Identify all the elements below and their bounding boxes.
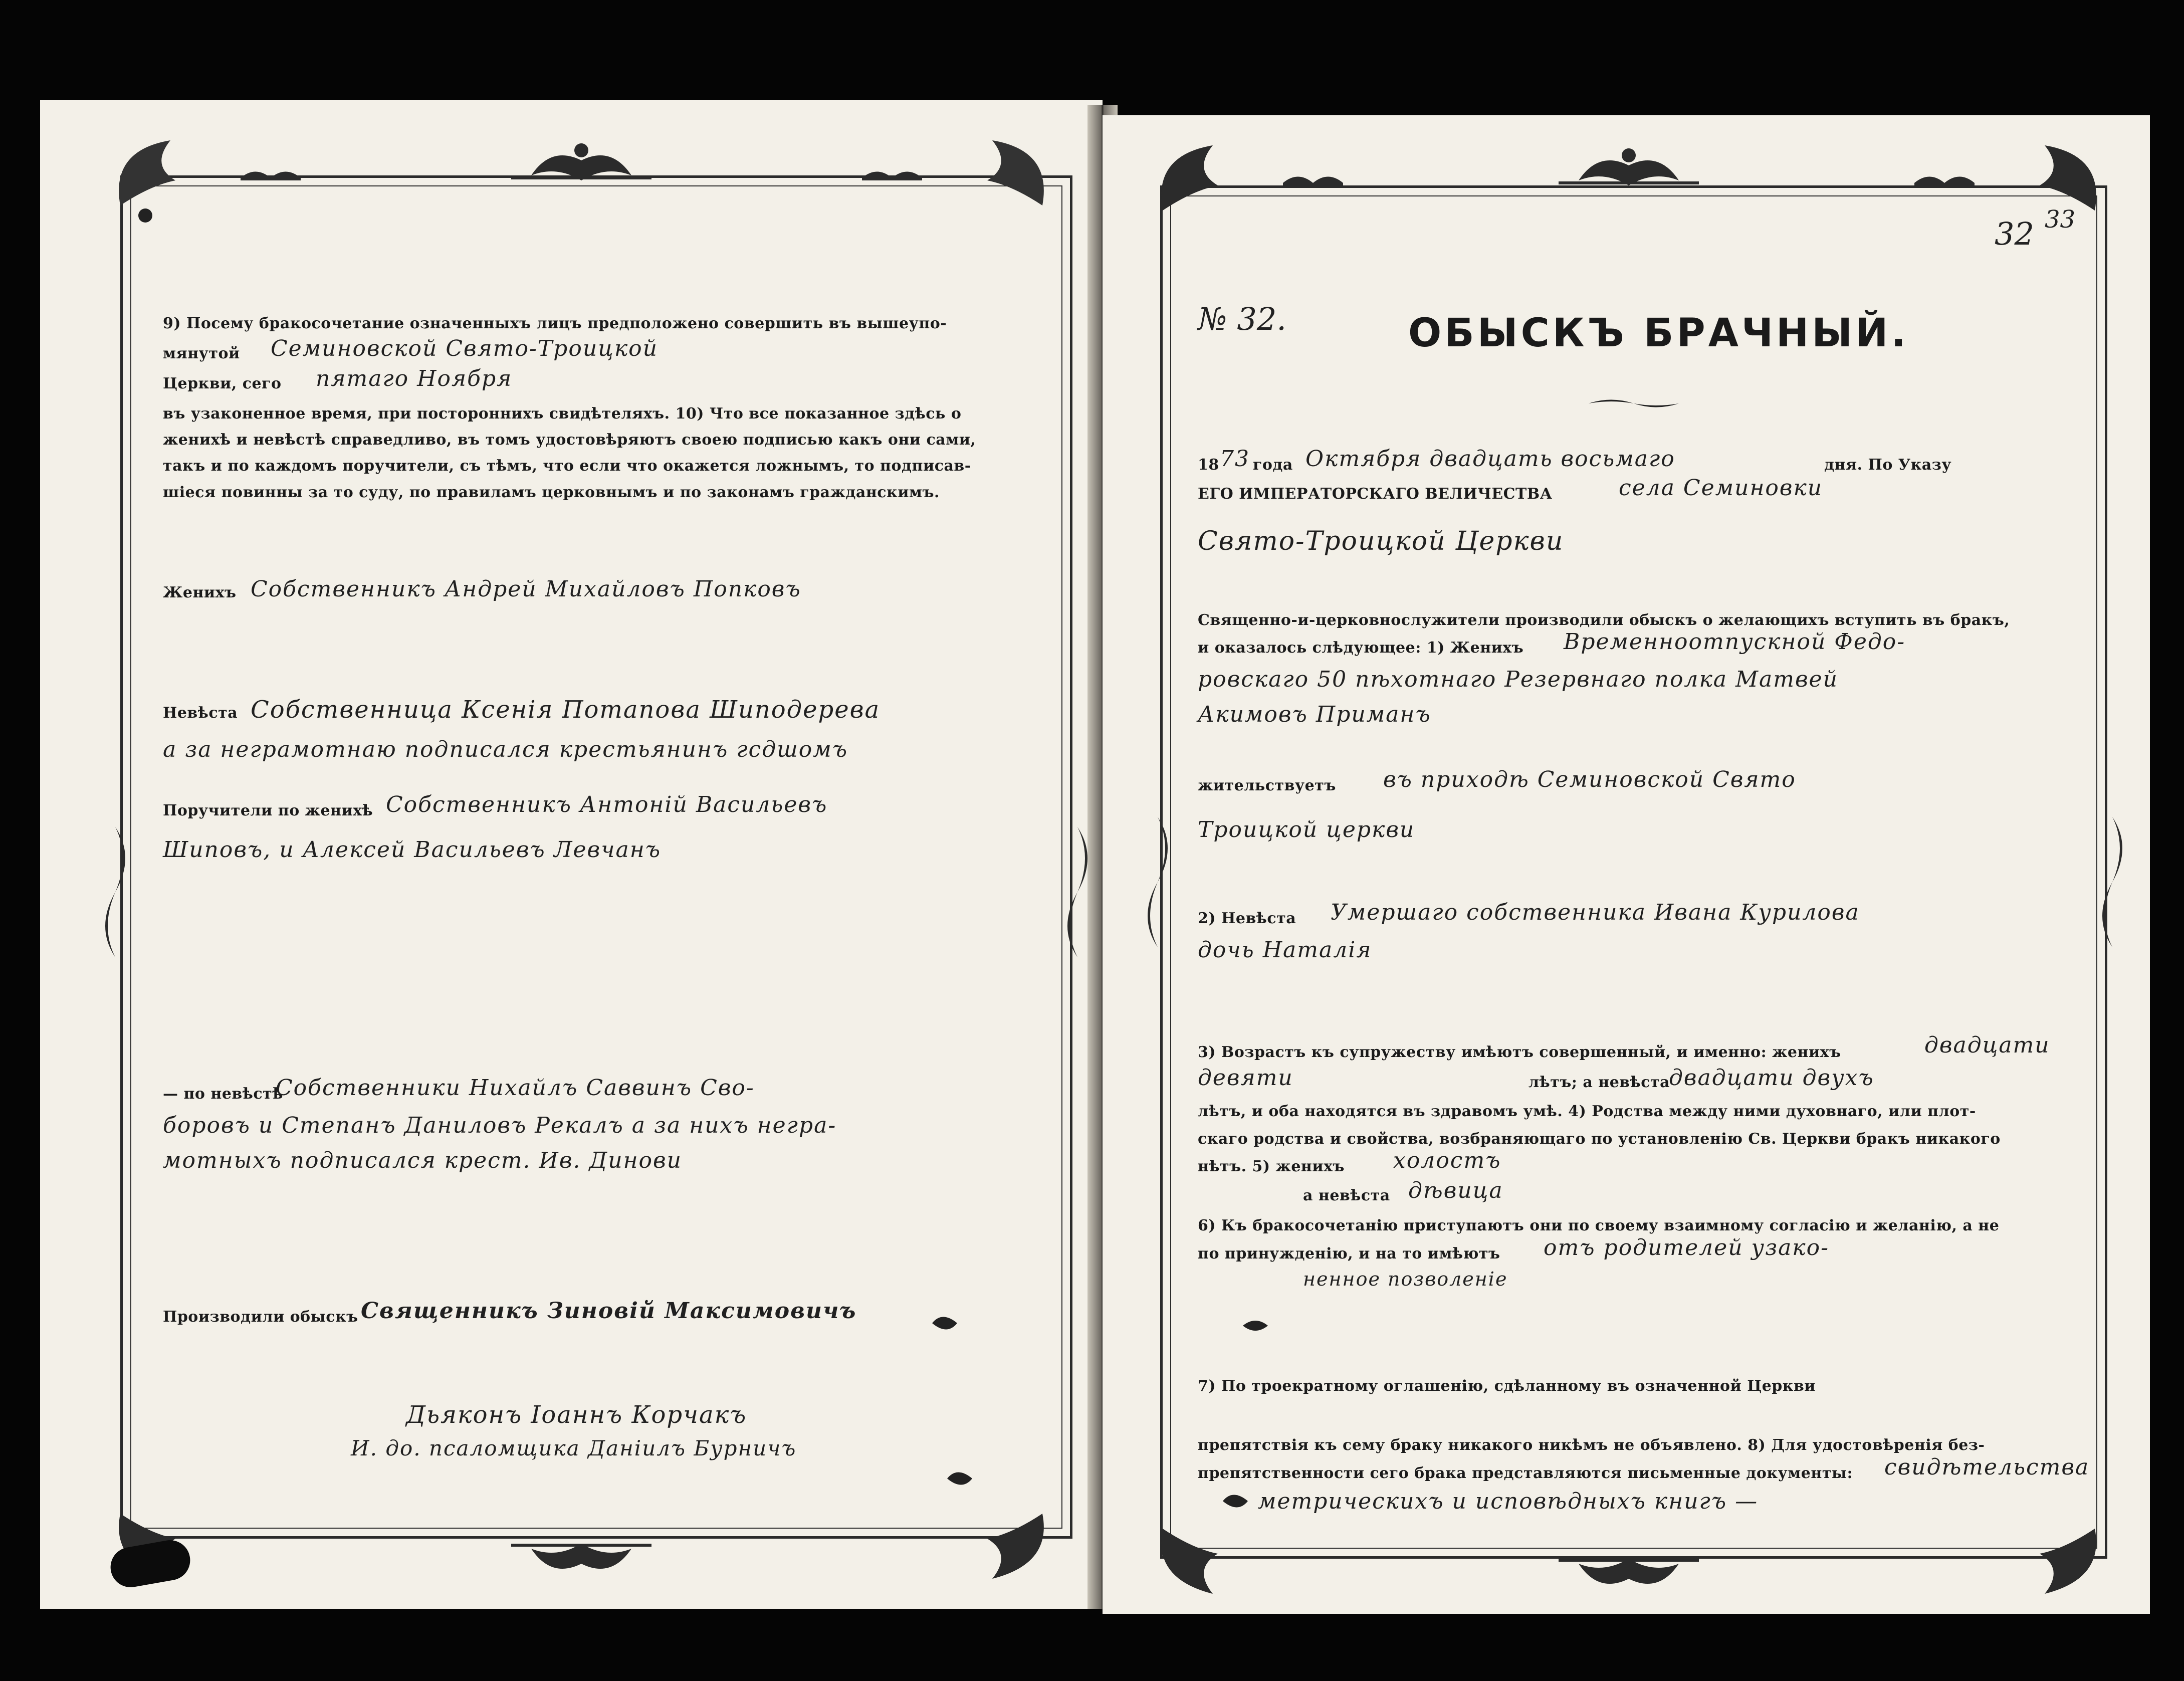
left-line-9b-label: мянутой bbox=[163, 345, 240, 362]
side-ornament-right-right-page bbox=[2092, 817, 2132, 947]
kin-line-1: лѣтъ, и оба находятся въ здравомъ умѣ. 4) Родства между ними духовнаго, или плот- bbox=[1198, 1103, 1976, 1120]
top-ornament-right bbox=[1133, 125, 2125, 226]
doc-hw-1: свидѣтельства bbox=[1884, 1454, 2090, 1480]
performed-signature: Священникъ Зиновій Максимовичъ bbox=[361, 1298, 857, 1324]
ink-blot bbox=[130, 200, 160, 231]
left-line-9b-hw: Семиновской Свято-Троицкой bbox=[271, 336, 658, 361]
majesty-line: ЕГО ИМПЕРАТОРСКАГО ВЕЛИЧЕСТВА bbox=[1198, 485, 1553, 503]
age-line: 3) Возрастъ къ супружеству имѣютъ совершенный, и именно: женихъ bbox=[1198, 1043, 1841, 1061]
deacon-signature: Дьяконъ Іоаннъ Корчакъ bbox=[406, 1401, 747, 1429]
bride-hw-1: Умершаго собственника Ивана Курилова bbox=[1331, 900, 1860, 925]
page-number-alt: 33 bbox=[2045, 205, 2076, 234]
bride-status-label: а невѣста bbox=[1303, 1187, 1390, 1204]
left-page bbox=[40, 100, 1103, 1609]
sureties-groom-hw-2: Шиповъ, и Алексей Васильевъ Левчанъ bbox=[163, 837, 662, 863]
date-hw: Октября двадцать восьмаго bbox=[1305, 446, 1675, 472]
sureties-groom-label: Поручители по женихѣ bbox=[163, 802, 373, 819]
sureties-bride-hw-3: мотныхъ подписался крест. Ив. Динови bbox=[163, 1148, 682, 1173]
bottom-ornament-left bbox=[90, 1504, 1072, 1594]
bride-label: Невѣста bbox=[163, 704, 238, 722]
doc-line-1: препятствія къ сему браку никакого никѣмъ не объявлено. 8) Для удостовѣренія без- bbox=[1198, 1436, 1985, 1454]
banns-line: 7) По троекратному оглашенію, сдѣланному въ означенной Церкви bbox=[1198, 1377, 1816, 1395]
left-line-9c-label: Церкви, сего bbox=[163, 375, 282, 392]
year-prefix: 18 bbox=[1198, 456, 1219, 474]
groom-hw-2: ровскаго 50 пѣхотнаго Резервнаго полка Матвей bbox=[1198, 667, 1838, 692]
bride-signature-2: а за неграмотнаю подписался крестьянинъ гсдшомъ bbox=[163, 737, 848, 762]
kin-line-3: нѣтъ. 5) женихъ bbox=[1198, 1158, 1345, 1175]
doc-line-2: препятственности сего брака представляются письменные документы: bbox=[1198, 1464, 1853, 1482]
clergy-line-1: Священно-и-церковнослужители производили обыскъ о желающихъ вступить въ бракъ, bbox=[1198, 611, 2010, 629]
sexton-signature: И. до. псаломщика Даніилъ Бурничъ bbox=[351, 1436, 797, 1460]
church-hw-2: Свято-Троицкой Церкви bbox=[1198, 526, 1564, 556]
ink-blot bbox=[1238, 1313, 1273, 1338]
side-ornament-left bbox=[95, 827, 135, 957]
title-flourish bbox=[1589, 396, 1679, 411]
sureties-bride-hw-1: Собственники Нихайлъ Саввинъ Сво- bbox=[276, 1075, 755, 1101]
side-ornament-left-right-page bbox=[1138, 817, 1178, 947]
sureties-groom-hw-1: Собственникъ Антоній Васильевъ bbox=[386, 792, 828, 817]
bride-signature-1: Собственница Ксенія Потапова Шиподерева bbox=[251, 696, 881, 724]
age-groom-hw-1: двадцати bbox=[1924, 1032, 2050, 1058]
sureties-bride-hw-2: боровъ и Степанъ Даниловъ Рекалъ а за нихъ негра- bbox=[163, 1113, 837, 1138]
groom-signature: Собственникъ Андрей Михайловъ Попковъ bbox=[251, 576, 801, 602]
ink-blot bbox=[1218, 1486, 1253, 1516]
bottom-ornament-right bbox=[1133, 1519, 2125, 1609]
left-line-10b: женихѣ и невѣстѣ справедливо, въ томъ удостовѣряютъ своею подписью какъ они сами, bbox=[163, 431, 976, 449]
groom-status-hw: холостъ bbox=[1393, 1148, 1501, 1173]
clergy-line-2: и оказалось слѣдующее: 1) Женихъ bbox=[1198, 639, 1524, 657]
left-line-9c-hw: пятаго Ноября bbox=[316, 366, 513, 391]
record-number: № 32. bbox=[1198, 301, 1286, 337]
day-label: дня. По Указу bbox=[1824, 456, 1952, 474]
left-line-9a: 9) Посему бракосочетание означенныхъ лицъ предположено совершить въ вышеупо- bbox=[163, 315, 947, 332]
document-title: ОБЫСКЪ БРАЧНЫЙ. bbox=[1408, 311, 1909, 356]
consent-line-1: 6) Къ бракосочетанію приступаютъ они по своему взаимному согласію и желанію, а не bbox=[1198, 1217, 2000, 1234]
groom-label: Женихъ bbox=[163, 584, 237, 601]
sureties-bride-label: — по невѣстѣ bbox=[163, 1085, 283, 1103]
residence-hw-2: Троицкой церкви bbox=[1198, 817, 1415, 843]
performed-label: Производили обыскъ bbox=[163, 1308, 358, 1326]
year-suffix: года bbox=[1253, 456, 1293, 474]
age-groom-hw-2: девяти bbox=[1198, 1065, 1293, 1091]
top-ornament-left bbox=[90, 120, 1072, 221]
right-page bbox=[1103, 115, 2150, 1614]
left-line-10c: такъ и по каждомъ поручители, съ тѣмъ, что если что окажется ложнымъ, то подписав- bbox=[163, 457, 971, 475]
doc-hw-2: метрическихъ и исповѣдныхъ книгъ — bbox=[1258, 1489, 1759, 1514]
year-hw: 73 bbox=[1220, 446, 1250, 472]
age-bride-hw: двадцати двухъ bbox=[1669, 1065, 1874, 1091]
residence-hw-1: въ приходѣ Семиновской Свято bbox=[1383, 767, 1796, 792]
consent-line-2: по принужденію, и на то имѣютъ bbox=[1198, 1245, 1500, 1263]
bride-hw-2: дочь Наталія bbox=[1198, 937, 1372, 963]
bride-label-right: 2) Невѣста bbox=[1198, 910, 1296, 927]
church-hw-1: села Семиновки bbox=[1619, 475, 1823, 501]
left-line-10a: въ узаконенное время, при постороннихъ свидѣтеляхъ. 10) Что все показанное здѣсь о bbox=[163, 405, 962, 423]
consent-hw-2: ненное позволеніе bbox=[1303, 1268, 1508, 1290]
groom-hw-3: Акимовъ Приманъ bbox=[1198, 702, 1431, 727]
left-line-10d: шіеся повинны за то суду, по правиламъ церковнымъ и по законамъ гражданскимъ. bbox=[163, 484, 940, 501]
consent-hw-1: отъ родителей узако- bbox=[1544, 1235, 1829, 1260]
ink-blot bbox=[942, 1463, 977, 1494]
kin-line-2: скаго родства и свойства, возбраняющаго по установленію Св. Церкви бракъ никакого bbox=[1198, 1130, 2001, 1148]
page-number: 32 bbox=[1995, 216, 2034, 252]
ink-blot bbox=[927, 1308, 962, 1338]
bride-status-hw: дѣвица bbox=[1408, 1178, 1503, 1203]
residence-label: жительствуетъ bbox=[1198, 777, 1336, 794]
groom-hw-1: Временноотпускной Федо- bbox=[1564, 629, 1906, 655]
years-label-1: лѣтъ; а невѣста bbox=[1528, 1074, 1670, 1091]
